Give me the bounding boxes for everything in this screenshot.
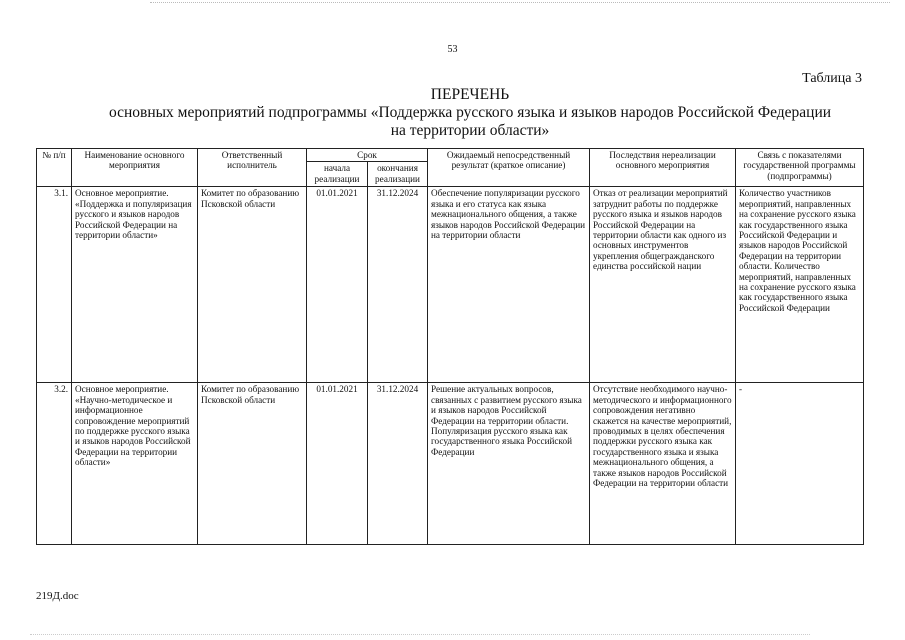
row-num: 3.2. — [37, 383, 72, 545]
row-start: 01.01.2021 — [307, 383, 368, 545]
col-header-executor: Ответственный исполнитель — [198, 149, 307, 187]
header-row — [37, 149, 864, 162]
scan-artifact-top — [150, 2, 890, 4]
page-number: 53 — [447, 44, 458, 55]
row-name: Основное мероприятие. «Поддержка и популяризация русского и языков народов Российской Федерации на территории области» — [72, 187, 198, 383]
row-result: Решение актуальных вопросов, связанных с развитием русского языка и языков народов Российской Федерации на территории области. Популяризация русского языка как государственного языка Российской Федерации — [428, 383, 590, 545]
row-start: 01.01.2021 — [307, 187, 368, 383]
row-executor: Комитет по образованию Псковской области — [198, 383, 307, 545]
file-name-footer: 219Д.doc — [36, 590, 79, 602]
activities-table — [36, 148, 864, 545]
row-link: Количество участников мероприятий, направленных на сохранение русского языка как государственного языка Российской Федерации и языков народов Российской Федерации на территории области. Количество мероприятий, направленных на сохранение русского языка как государственного языка Российской Федерации — [736, 187, 864, 383]
row-num: 3.1. — [37, 187, 72, 383]
col-header-consequences: Последствия нереализации основного мероприятия — [590, 149, 736, 187]
col-header-end: окончания реализации — [368, 162, 428, 187]
col-header-name: Наименование основного мероприятия — [72, 149, 198, 187]
row-end: 31.12.2024 — [368, 383, 428, 545]
heading-subtitle-cont: на территории области» — [390, 122, 550, 139]
table-label: Таблица 3 — [802, 71, 862, 86]
row-executor: Комитет по образованию Псковской области — [198, 187, 307, 383]
heading-title: ПЕРЕЧЕНЬ — [430, 86, 510, 103]
col-header-result: Ожидаемый непосредственный результат (краткое описание) — [428, 149, 590, 187]
row-result: Обеспечение популяризации русского языка и его статуса как языка межнационального общения, а также языков народов Российской Федерации на территории области — [428, 187, 590, 383]
row-link: - — [736, 383, 864, 545]
table-row — [37, 187, 864, 383]
scan-artifact-bottom — [30, 634, 810, 636]
row-consequences: Отказ от реализации мероприятий затруднит работы по поддержке русского языка и языков народов Российской Федерации на территории области как одного из основных инструментов укрепления общегражданского единства российской нации — [590, 187, 736, 383]
table-row — [37, 383, 864, 545]
row-consequences: Отсутствие необходимого научно-методического и информационного сопровождения негативно скажется на качестве мероприятий, проводимых в целях обеспечения поддержки русского языка как государственного языка и языка межнационального общения, а также языков народов Российской Федерации на территории области — [590, 383, 736, 545]
row-name: Основное мероприятие. «Научно-методическое и информационное сопровождение мероприятий по поддержке русского языка и языков народов Российской Федерации на территории области» — [72, 383, 198, 545]
col-header-start: начала реализации — [307, 162, 368, 187]
document-heading — [40, 86, 900, 140]
col-header-period: Срок — [307, 149, 428, 162]
row-end: 31.12.2024 — [368, 187, 428, 383]
col-header-num: № п/п — [37, 149, 72, 187]
heading-subtitle: основных мероприятий подпрограммы «Поддержка русского языка и языков народов Российской Федерации — [108, 104, 832, 121]
col-header-link: Связь с показателями государственной программы (подпрограммы) — [736, 149, 864, 187]
